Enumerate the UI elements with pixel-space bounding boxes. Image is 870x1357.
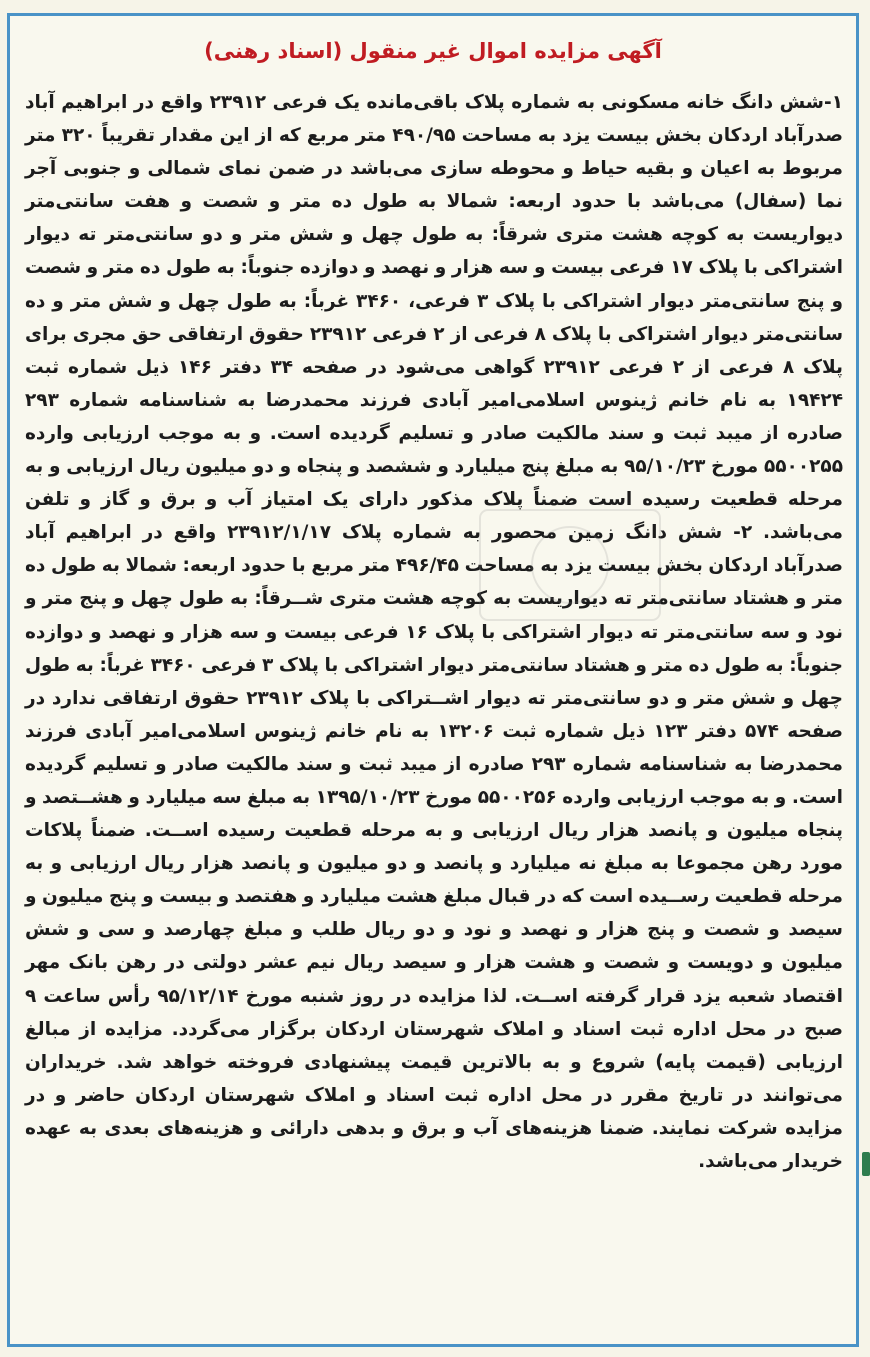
page-edge-tab xyxy=(862,1152,870,1176)
notice-title: آگهی مزایده اموال غیر منقول (اسناد رهنی) xyxy=(204,39,662,63)
faint-watermark-stamp xyxy=(470,500,670,630)
notice-frame xyxy=(7,13,859,1347)
notice-body: ۱-شش دانگ خانه مسکونی به شماره پلاک باقی‌مانده یک فرعی ۲۳۹۱۲ واقع در ابراهیم آباد صدرآباد اردکان بخش بیست یزد به مساحت ۴۹۰/۹۵ متر مربع که از این مقدار تقریباً ۳۲۰ متر مربوط به اعیان و بقیه حیاط و محوطه سازی می‌باشد در ضمن نمای شمالی و جنوبی آجر نما (سفال) می‌باشد با حدود اربعه: شمالا به طول ده متر و شصت و هفت سانتی‌متر دیواریست به کوچه هشت متری شرقاً: به طول چهل و شش متر و دو سانتی‌متر ته دیوار اشتراکی با پلاک ۱۷ فرعی بیست و سه هزار و نهصد و دوازده جنوباً: به طول ده متر و شصت و پنج سانتی‌متر دیوار اشتراکی با پلاک ۳ فرعی، ۳۴۶۰ غرباً: به طول چهل و شش متر و ده سانتی‌متر دیوار اشتراکی با پلاک ۸ فرعی از ۲ فرعی ۲۳۹۱۲ حقوق ارتفاقی حق مجری برای پلاک ۸ فرعی از ۲ فرعی ۲۳۹۱۲ گواهی می‌شود در صفحه ۳۴ دفتر ۱۴۶ ذیل شماره ثبت ۱۹۴۲۴ به نام خانم ژینوس اسلامی‌امیر آبادی فرزند محمدرضا به شناسنامه شماره ۲۹۳ صادره از میبد ثبت و سند مالکیت صادر و تسلیم گردیده است. و به موجب ارزیابی وارده ۵۵۰۰۲۵۵ مورخ ۹۵/۱۰/۲۳ به مبلغ پنج میلیارد و ششصد و پنجاه و دو میلیون ریال ارزیابی و به مرحله قطعیت رسیده است ضمناً پلاک مذکور دارای یک امتیاز آب و برق و گاز و تلفن می‌باشد. ۲- شش دانگ زمین محصور به شماره پلاک ۲۳۹۱۲/۱/۱۷ واقع در ابراهیم آباد صدرآباد اردکان بخش بیست یزد به مساحت ۴۹۶/۴۵ متر مربع با حدود اربعه: شمالا به طول ده متر و هشتاد سانتی‌متر ته دیواریست به کوچه هشت متری شــرقاً: به طول چهل و پنج متر و نود و سه سانتی‌متر ته دیوار اشتراکی با پلاک ۱۶ فرعی بیست و سه هزار و نهصد و دوازده جنوباً: به طول ده متر و هشتاد سانتی‌متر دیوار اشتراکی با پلاک ۳ فرعی ۳۴۶۰ غرباً: به طول چهل و شش متر و دو سانتی‌متر ته دیوار اشــتراکی با پلاک ۲۳۹۱۲ حقوق ارتفاقی ندارد در صفحه ۵۷۴ دفتر ۱۲۳ ذیل شماره ثبت ۱۳۲۰۶ به نام خانم ژینوس اسلامی‌امیر آبادی فرزند محمدرضا به شناسنامه شماره ۲۹۳ صادره از میبد ثبت و سند مالکیت صادر و تسلیم گردیده است. و به موجب ارزیابی وارده ۵۵۰۰۲۵۶ مورخ ۱۳۹۵/۱۰/۲۳ به مبلغ سه میلیارد و هشــتصد و پنجاه میلیون و پانصد هزار ریال ارزیابی و به مرحله قطعیت رسیده اســت. ضمناً پلاکات مورد رهن مجموعا به مبلغ نه میلیارد و پانصد و دو میلیون و پانصد هزار ریال ارزیابی و به مرحله قطعیت رســیده است که در قبال مبلغ هشت میلیارد و هفتصد و بیست و پنج میلیون و سیصد و شصت و پنج هزار و نهصد و نود و دو ریال طلب و مبلغ چهارصد و سی و شش میلیون و دویست و شصت و هشت هزار و سیصد ریال نیم عشر دولتی در رهن بانک مهر اقتصاد شعبه یزد قرار گرفته اســت. لذا مزایده در روز شنبه مورخ ۹۵/۱۲/۱۴ رأس ساعت ۹ صبح در محل اداره ثبت اسناد و املاک شهرستان اردکان برگزار می‌گردد. مزایده از مبالغ ارزیابی (قیمت پایه) شروع و به بالاترین قیمت پیشنهادی فروخته خواهد شد. خریداران می‌توانند در تاریخ مقرر در محل اداره ثبت اسناد و املاک شهرستان اردکان حاضر و در مزایده شرکت نمایند. ضمنا هزینه‌های آب و برق و بدهی دارائی و هزینه‌های بعدی به عهده خریدار می‌باشد. xyxy=(25,92,844,1172)
